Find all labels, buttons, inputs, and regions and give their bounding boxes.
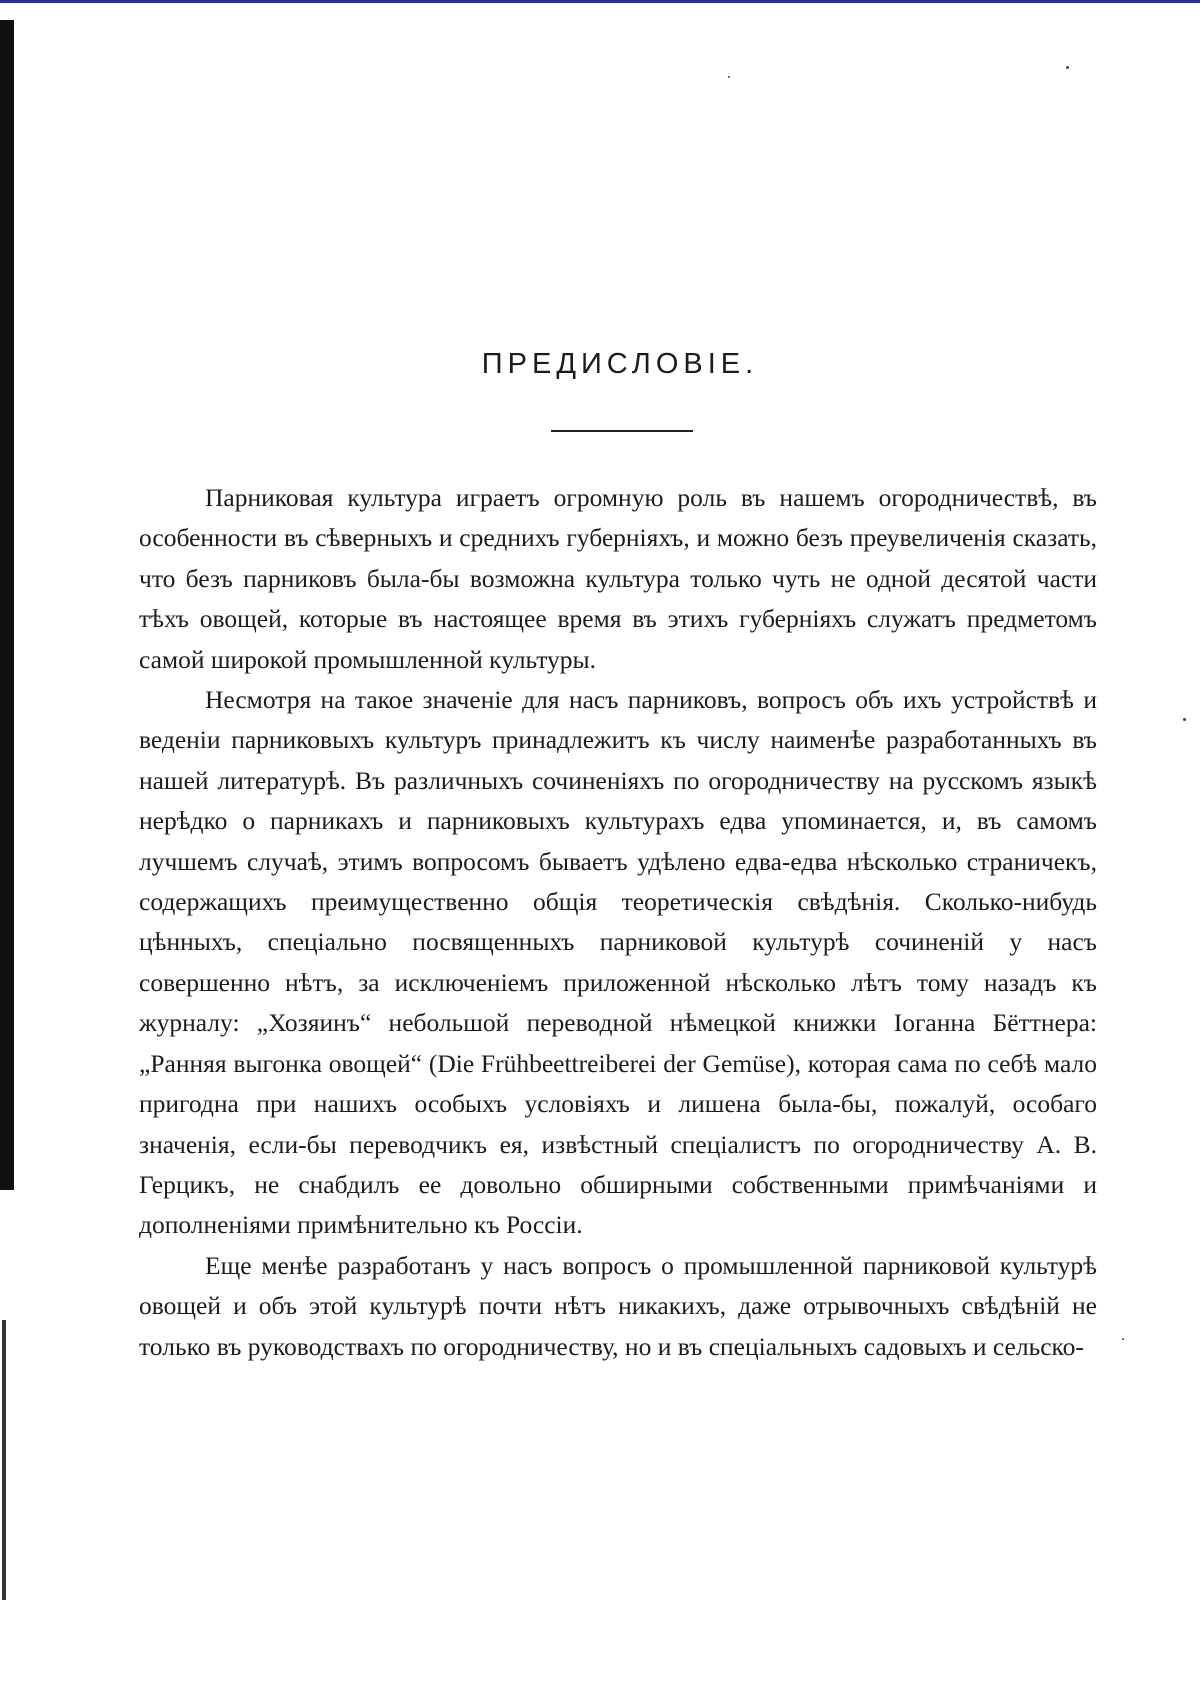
heading-rule [551,430,693,432]
document-body [139,478,1097,1367]
paragraph-2: Несмотря на такое значеніе для насъ парниковъ, вопросъ объ ихъ устройствѣ и веденіи парниковыхъ культуръ принадлежитъ къ числу наименѣе разработанныхъ въ нашей литературѣ. Въ различныхъ сочиненіяхъ по огородничеству на русскомъ языкѣ нерѣдко о парникахъ и парниковыхъ культурахъ едва упоминается, и, въ самомъ лучшемъ случаѣ, этимъ вопросомъ бываетъ удѣлено едва-едва нѣсколько страничекъ, содержащихъ преимущественно общія теоретическія свѣдѣнія. Сколько-нибудь цѣнныхъ, спеціально посвященныхъ парниковой культурѣ сочиненій у насъ совершенно нѣтъ, за исключеніемъ приложенной нѣсколько лѣтъ тому назадъ къ журналу: „Хозяинъ“ небольшой переводной нѣмецкой книжки Іоганна Бёттнера: „Ранняя выгонка овощей“ (Die Frühbeettreiberei der Gemüse), которая сама по себѣ мало пригодна при нашихъ особыхъ условіяхъ и лишена была-бы, пожалуй, особаго значенія, если-бы переводчикъ ея, извѣстный спеціалистъ по огородничеству А. В. Герцикъ, не снабдилъ ее довольно обширными собственными примѣчаніями и дополненіями примѣнительно къ Россіи. [139,685,1097,1240]
paragraph-1: Парниковая культура играетъ огромную роль въ нашемъ огородничествѣ, въ особенности въ сѣверныхъ и среднихъ губерніяхъ, и можно безъ преувеличенія сказать, что безъ парниковъ была-бы возможна культура только чуть не одной десятой части тѣхъ овощей, которые въ настоящее время въ этихъ губерніяхъ служатъ предметомъ самой широкой промышленной культуры. [139,483,1097,674]
paragraph-3: Еще менѣе разработанъ у насъ вопросъ о промышленной парниковой культурѣ овощей и объ этой культурѣ почти нѣтъ никакихъ, даже отрывочныхъ свѣдѣній не только въ руководствахъ по огородничеству, но и въ спеціальныхъ садовыхъ и сельско- [139,1250,1097,1361]
page-heading: ПРЕДИСЛОВІЕ. [481,348,759,380]
